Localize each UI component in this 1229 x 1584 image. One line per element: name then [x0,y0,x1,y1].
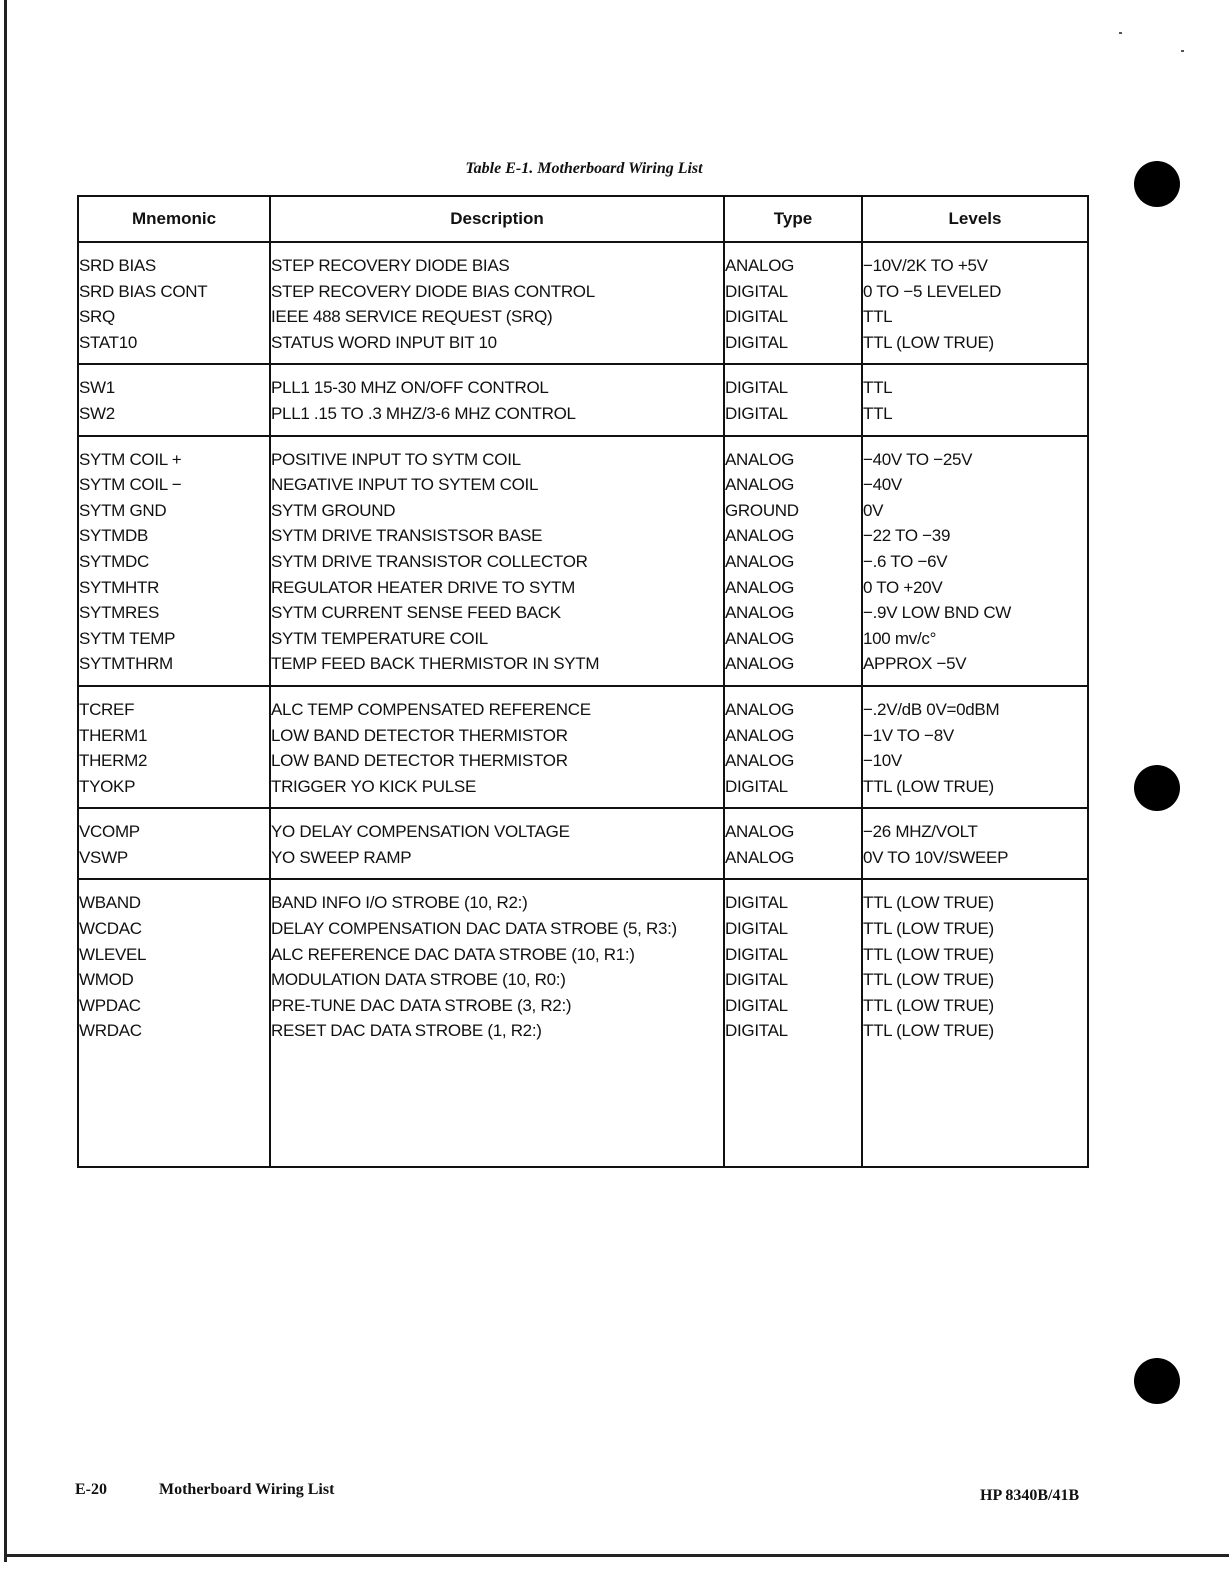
levels-text: 100 mv/c° [863,628,937,648]
mnemonic-text: TYOKP [79,776,136,796]
description-text: SYTM TEMPERATURE COIL [271,628,488,648]
binder-hole-bottom [1134,1358,1180,1404]
type-text: DIGITAL [725,1021,788,1041]
type-text: DIGITAL [725,403,788,423]
table-title: Table E-1. Motherboard Wiring List [465,160,703,177]
binder-hole-middle [1134,765,1180,811]
type-text: ANALOG [725,751,795,771]
header-type: Type [724,196,862,242]
type-text: ANALOG [725,603,795,623]
description-text: LOW BAND DETECTOR THERMISTOR [271,751,568,771]
cell-levels [862,686,1088,808]
page-bottom-edge [4,1554,1229,1557]
page-number: E-20 [75,1481,107,1498]
type-text: DIGITAL [725,995,788,1015]
cell-description [270,879,724,1167]
description-text: LOW BAND DETECTOR THERMISTOR [271,725,568,745]
mnemonic-text: SYTMRES [79,603,160,623]
description-text: SYTM GROUND [271,500,396,520]
mnemonic-text: WRDAC [79,1021,142,1041]
description-text: SYTM CURRENT SENSE FEED BACK [271,603,561,623]
levels-text: TTL [863,307,893,327]
wiring-table [77,195,1089,1168]
cell-levels [862,808,1088,879]
cell-description [270,242,724,364]
table-group [78,364,1088,435]
description-text: ALC TEMP COMPENSATED REFERENCE [271,699,591,719]
description-text: DELAY COMPENSATION DAC DATA STROBE (5, R3:) [271,919,677,939]
description-text: POSITIVE INPUT TO SYTM COIL [271,449,521,469]
mnemonic-text: STAT10 [79,332,138,352]
levels-text: −22 TO −39 [863,526,951,546]
type-text: ANALOG [725,725,795,745]
description-text: SYTM DRIVE TRANSISTSOR BASE [271,526,543,546]
description-text: RESET DAC DATA STROBE (1, R2:) [271,1021,542,1041]
mnemonic-text: THERM1 [79,725,148,745]
table-group [78,808,1088,879]
type-text: ANALOG [725,475,795,495]
cell-mnemonic [78,808,270,879]
cell-type [724,242,862,364]
levels-text: −26 MHZ/VOLT [863,822,978,842]
type-text: ANALOG [725,654,795,674]
type-text: DIGITAL [725,307,788,327]
levels-text: −1V TO −8V [863,725,954,745]
levels-text: TTL (LOW TRUE) [863,919,994,939]
mnemonic-text: WMOD [79,970,134,990]
description-text: ALC REFERENCE DAC DATA STROBE (10, R1:) [271,944,635,964]
type-text: DIGITAL [725,893,788,913]
levels-text: 0V TO 10V/SWEEP [863,847,1009,867]
cell-description [270,808,724,879]
table-body [78,242,1088,1167]
mnemonic-text: WPDAC [79,995,141,1015]
table-group [78,879,1088,1167]
page-left-edge [4,0,7,1562]
type-text: DIGITAL [725,944,788,964]
type-text: DIGITAL [725,776,788,796]
levels-text: −.2V/dB 0V=0dBM [863,699,1000,719]
table-group [78,686,1088,808]
cell-mnemonic [78,242,270,364]
levels-text: TTL (LOW TRUE) [863,944,994,964]
description-text: BAND INFO I/O STROBE (10, R2:) [271,893,528,913]
cell-type [724,436,862,686]
footer-model: HP 8340B/41B [980,1487,1080,1504]
header-levels: Levels [862,196,1088,242]
mnemonic-text: SRD BIAS CONT [79,281,208,301]
mnemonic-text: SYTM GND [79,500,167,520]
type-text: DIGITAL [725,332,788,352]
cell-description [270,436,724,686]
mnemonic-text: SYTM TEMP [79,628,176,648]
levels-text: TTL (LOW TRUE) [863,995,994,1015]
levels-text: −.9V LOW BND CW [863,603,1012,623]
levels-text: TTL (LOW TRUE) [863,332,994,352]
cell-type [724,879,862,1167]
description-text: NEGATIVE INPUT TO SYTEM COIL [271,475,539,495]
cell-description [270,686,724,808]
type-text: ANALOG [725,699,795,719]
levels-text: APPROX −5V [863,654,967,674]
type-text: DIGITAL [725,970,788,990]
mnemonic-text: WBAND [79,893,141,913]
type-text: ANALOG [725,822,795,842]
description-text: YO DELAY COMPENSATION VOLTAGE [271,822,570,842]
type-text: ANALOG [725,551,795,571]
description-text: YO SWEEP RAMP [271,847,412,867]
description-text: STEP RECOVERY DIODE BIAS [271,256,510,275]
description-text: PLL1 .15 TO .3 MHZ/3-6 MHZ CONTROL [271,403,576,423]
type-text: ANALOG [725,526,795,546]
levels-text: TTL (LOW TRUE) [863,970,994,990]
type-text: ANALOG [725,449,795,469]
mnemonic-text: WCDAC [79,919,142,939]
description-text: STEP RECOVERY DIODE BIAS CONTROL [271,281,595,301]
description-text: MODULATION DATA STROBE (10, R0:) [271,970,566,990]
cell-mnemonic [78,364,270,435]
type-text: ANALOG [725,628,795,648]
footer-section-title: Motherboard Wiring List [159,1481,335,1498]
type-text: ANALOG [725,256,795,275]
mnemonic-text: SYTM COIL + [79,449,182,469]
description-text: REGULATOR HEATER DRIVE TO SYTM [271,577,575,597]
table-group [78,436,1088,686]
scan-speck [1181,50,1184,52]
type-text: DIGITAL [725,919,788,939]
levels-text: −10V [863,751,902,771]
cell-levels [862,436,1088,686]
cell-type [724,686,862,808]
levels-text: TTL [863,403,893,423]
cell-levels [862,364,1088,435]
levels-text: 0 TO −5 LEVELED [863,281,1002,301]
levels-text: TTL (LOW TRUE) [863,1021,994,1041]
cell-type [724,364,862,435]
mnemonic-text: SYTMDB [79,526,149,546]
cell-type [724,808,862,879]
levels-text: TTL (LOW TRUE) [863,893,994,913]
mnemonic-text: SW2 [79,403,115,423]
description-text: STATUS WORD INPUT BIT 10 [271,332,497,352]
mnemonic-text: SYTMTHRM [79,654,173,674]
levels-text: −40V TO −25V [863,449,973,469]
cell-mnemonic [78,436,270,686]
description-text: SYTM DRIVE TRANSISTOR COLLECTOR [271,551,588,571]
description-text: PLL1 15-30 MHZ ON/OFF CONTROL [271,378,549,398]
levels-text: TTL (LOW TRUE) [863,776,994,796]
levels-text: −10V/2K TO +5V [863,256,988,275]
mnemonic-text: SYTMHTR [79,577,160,597]
table-group [78,242,1088,364]
mnemonic-text: WLEVEL [79,944,147,964]
description-text: PRE-TUNE DAC DATA STROBE (3, R2:) [271,995,572,1015]
description-text: TEMP FEED BACK THERMISTOR IN SYTM [271,654,600,674]
levels-text: −40V [863,475,902,495]
type-text: DIGITAL [725,281,788,301]
levels-text: 0 TO +20V [863,577,943,597]
type-text: GROUND [725,500,799,520]
description-text: IEEE 488 SERVICE REQUEST (SRQ) [271,307,553,327]
cell-levels [862,242,1088,364]
cell-mnemonic [78,879,270,1167]
type-text: ANALOG [725,577,795,597]
mnemonic-text: TCREF [79,699,135,719]
mnemonic-text: VCOMP [79,822,140,842]
mnemonic-text: SW1 [79,378,115,398]
mnemonic-text: SYTM COIL − [79,475,182,495]
levels-text: −.6 TO −6V [863,551,948,571]
mnemonic-text: SYTMDC [79,551,149,571]
header-description: Description [270,196,724,242]
cell-mnemonic [78,686,270,808]
type-text: ANALOG [725,847,795,867]
levels-text: 0V [863,500,884,520]
levels-text: TTL [863,378,893,398]
header-mnemonic: Mnemonic [78,196,270,242]
cell-description [270,364,724,435]
scan-speck [1119,32,1122,34]
mnemonic-text: SRQ [79,307,115,327]
footer-left [75,1481,334,1499]
mnemonic-text: VSWP [79,847,128,867]
cell-levels [862,879,1088,1167]
type-text: DIGITAL [725,378,788,398]
table-header-row [78,196,1088,242]
mnemonic-text: THERM2 [79,751,148,771]
mnemonic-text: SRD BIAS [79,256,156,275]
description-text: TRIGGER YO KICK PULSE [271,776,476,796]
